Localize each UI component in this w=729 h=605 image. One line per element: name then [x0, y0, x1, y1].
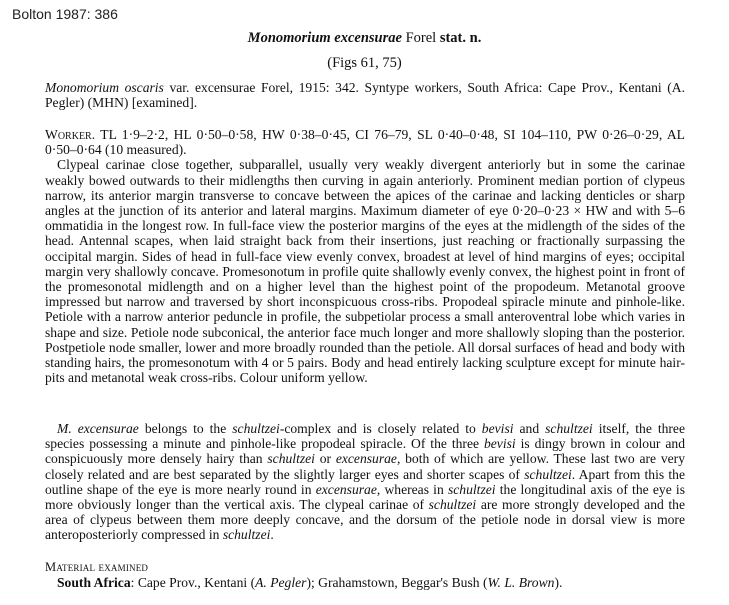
text-fragment: -complex and is closely related to	[279, 421, 476, 436]
synonymy-paragraph	[45, 80, 685, 110]
species-ref: schultzei	[267, 451, 315, 467]
worker-measurements: TL 1·9–2·2, HL 0·50–0·58, HW 0·38–0·45, CI 76–79, SL 0·40–0·48, SI 104–110, PW 0·26–0·29, AL 0·50–0·64 (10 measured).	[45, 127, 685, 158]
worker-description	[45, 127, 685, 385]
title-status: stat. n.	[439, 30, 482, 46]
species-ref: excensurae	[315, 481, 377, 497]
material-section	[45, 559, 685, 590]
text-fragment: , whereas in	[376, 481, 444, 497]
species-ref: bevisi	[483, 436, 516, 452]
title-species-name: Monomorium excensurae	[247, 30, 402, 46]
text-fragment: or	[319, 451, 332, 467]
species-ref: excensurae	[335, 451, 397, 467]
species-ref: bevisi	[481, 421, 514, 436]
text-fragment: the longitudinal axis of the eye is more obviously longer than the vertical axis. The clypeal carinae of	[45, 481, 685, 513]
material-heading: Material examined	[45, 560, 149, 574]
species-ref: schultzei	[447, 481, 496, 497]
material-country: South Africa	[57, 575, 131, 591]
species-title	[0, 30, 729, 47]
synonymy-text: var. excensurae Forel, 1915: 342. Syntype workers, South Africa: Cape Prov., Kentani (A. Pegler) (MHN) [examined].	[45, 80, 685, 111]
source-citation: Bolton 1987: 386	[12, 6, 118, 22]
synonymy-name: Monomorium oscaris	[45, 80, 164, 95]
text-fragment: are more strongly developed and the area of clypeus between them more deeply concave, and the dorsum of the petiole node in dorsal view is more anteroposteriorly compressed in	[45, 497, 686, 543]
worker-label: Worker.	[45, 127, 96, 142]
discussion-paragraph	[45, 421, 685, 543]
worker-description-text: Clypeal carinae close together, subparallel, usually very weakly divergent anteriorly but in some the carinae weakly bowed outwards to their midlengths then curving in again anteriorly. Prominent median portion of clypeus narrow, its anterior margin transverse to concave between the apices of the carinae and lacking denticles or sharp angles at the junction of its anterior and lateral margins. Maximum diameter of eye 0·20–0·23 × HW and with 5–6 ommatidia in the longest row. In full-face view the posterior margins of the eyes at the midlength of the sides of the head. Antennal scapes, when laid straight back from their insertions, just reaching or fractionally surpassing the occipital margin. Sides of head in full-face view evenly convex, broadest at level of hind margins of eyes; occipital margin very shallowly concave. Promesonotum in profile quite shallowly evenly convex, the highest point in front of the promesonotal midlength and on a higher level than the highest point of the propodeum. Metanotal groove impressed but narrow and traversed by short inconspicuous cross-ribs. Propodeal spiracle minute and pinhole-like. Petiole with a narrow anterior peduncle in profile, the subpetiolar process a small anteroventral lobe which varies in shape and size. Petiole node subconical, the anterior face much longer and more shallowly sloping than the posterior. Postpetiole node smaller, lower and more broadly rounded than the petiole. All dorsal surfaces of head and body with standing hairs, the promesonotum with 4 or 5 pairs. Body and head entirely lacking sculpture except for minute hair-pits and metanotal weak cross-ribs. Colour uniform yellow.	[45, 157, 685, 386]
material-text: ); Grahamstown, Beggar's Bush (	[306, 575, 488, 591]
species-ref: schultzei	[524, 466, 572, 482]
collector-name: A. Pegler	[255, 575, 307, 591]
species-ref: schultzei	[232, 421, 280, 436]
text-fragment: itself, the three species possessing a minute and pinhole-like propodeal spiracle. Of the three	[45, 421, 685, 452]
text-fragment: . Apart from this the outline shape of the eye is more nearly round in	[45, 466, 685, 497]
text-fragment: belongs to the	[144, 421, 227, 436]
title-author: Forel	[405, 30, 437, 46]
material-text: ).	[554, 575, 563, 591]
species-ref: schultzei	[545, 421, 593, 436]
material-text: : Cape Prov., Kentani (	[130, 575, 256, 591]
text-fragment: , both of which are yellow. These last two are very closely related and are best separated by the slightly larger eyes and shorter scapes of	[45, 451, 685, 482]
text-fragment: and	[519, 421, 540, 436]
figure-reference: (Figs 61, 75)	[327, 55, 402, 71]
collector-name: W. L. Brown	[487, 575, 555, 591]
species-ref: M. excensurae	[57, 421, 139, 436]
species-ref: schultzei	[428, 497, 477, 513]
text-fragment: is dingy brown in colour and conspicuously more densely hairy than	[45, 436, 685, 467]
species-ref: schultzei	[222, 527, 271, 543]
text-fragment: .	[270, 527, 274, 543]
